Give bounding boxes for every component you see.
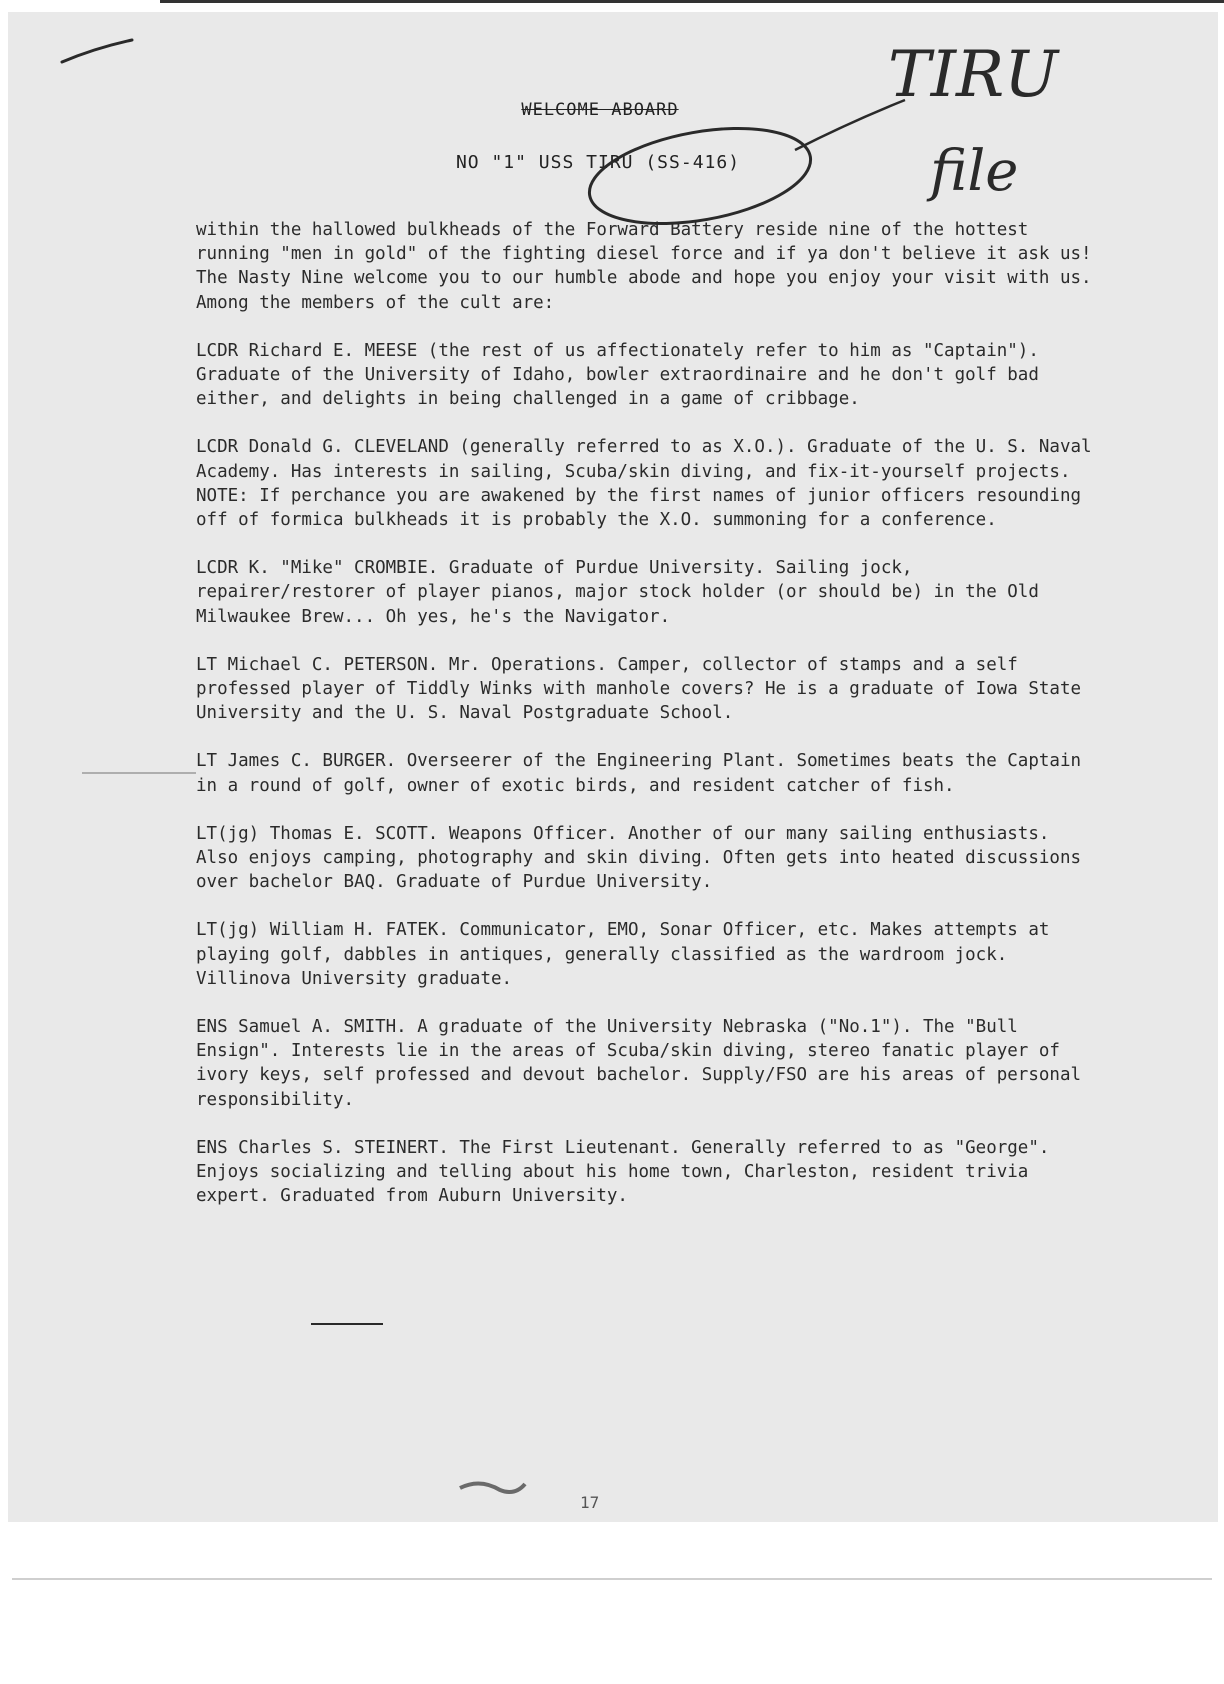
paragraph-crombie: LCDR K. "Mike" CROMBIE. Graduate of Purdue University. Sailing jock, repairer/restorer of player pianos, major stock holder (or should be) in the Old Milwaukee Brew... Oh yes, he's the Navigator. [196,558,1039,627]
paragraph-steinert: ENS Charles S. STEINERT. The First Lieutenant. Generally referred to as "George". Enjoys socializing and telling about his home town, Charleston, resident trivia expert. Graduated from Auburn University. [196,1137,1050,1207]
welcome-heading [0,100,1212,120]
paragraph-intro: within the hallowed bulkheads of the Forward Battery reside nine of the hottest running "men in gold" of the fighting diesel force and if ya don't believe it ask us! The Nasty Nine welcome you to our humble abode and hope you enjoy your visit with us. Among the members of the cult are: [196,220,1092,313]
handwritten-file: file [930,139,1019,204]
page-number-mark: 17 [580,1493,600,1512]
paragraph-burger: LT James C. BURGER. Overseerer of the Engineering Plant. Sometimes beats the Captain in a round of golf, owner of exotic birds, and resident catcher of fish. [196,751,1082,796]
paragraph-cleveland: LCDR Donald G. CLEVELAND (generally referred to as X.O.). Graduate of the U. S. Naval Academy. Has interests in sailing, Scuba/skin diving, and fix-it-yourself projects. NOTE: If perchance you are awakened by the first names of junior officers resounding off of formica bulkheads it is probably the X.O. summoning for a conference. [196,437,1092,531]
document-body [196,218,1096,1233]
bottom-edge-line [12,1578,1212,1580]
paragraph-scott: LT(jg) Thomas E. SCOTT. Weapons Officer. Another of our many sailing enthusiasts. Also enjoys camping, photography and skin diving. Often gets into heated discussions over bachelor BAQ. Graduate of Purdue University. [196,823,1082,893]
paragraph-fatek: LT(jg) William H. FATEK. Communicator, EMO, Sonar Officer, etc. Makes attempts at playing golf, dabbles in antiques, generally classified as the wardroom jock. Villinova University graduate. [196,920,1050,989]
ship-title: NO "1" USS TIRU (SS-416) [455,152,741,173]
top-edge-line [160,0,1224,3]
paragraph-smith: ENS Samuel A. SMITH. A graduate of the University Nebraska ("No.1"). The "Bull Ensign". Interests lie in the areas of Scuba/skin diving, stereo fanatic player of ivory keys, self professed and devout bachelor. Supply/FSO are his areas of personal responsibility. [196,1017,1082,1110]
paragraph-peterson: LT Michael C. PETERSON. Mr. Operations. Camper, collector of stamps and a self professed player of Tiddly Winks with manhole covers? He is a graduate of Iowa State University and the U. S. Naval Postgraduate School. [196,654,1082,724]
paragraph-meese: LCDR Richard E. MEESE (the rest of us affectionately refer to him as "Captain"). Graduate of the University of Idaho, bowler extraordinaire and he don't golf bad either, and delights in being challenged in a game of cribbage. [196,340,1039,410]
handwritten-tiru: TIRU [888,38,1059,112]
welcome-aboard-struck: WELCOME ABOARD [521,100,679,120]
